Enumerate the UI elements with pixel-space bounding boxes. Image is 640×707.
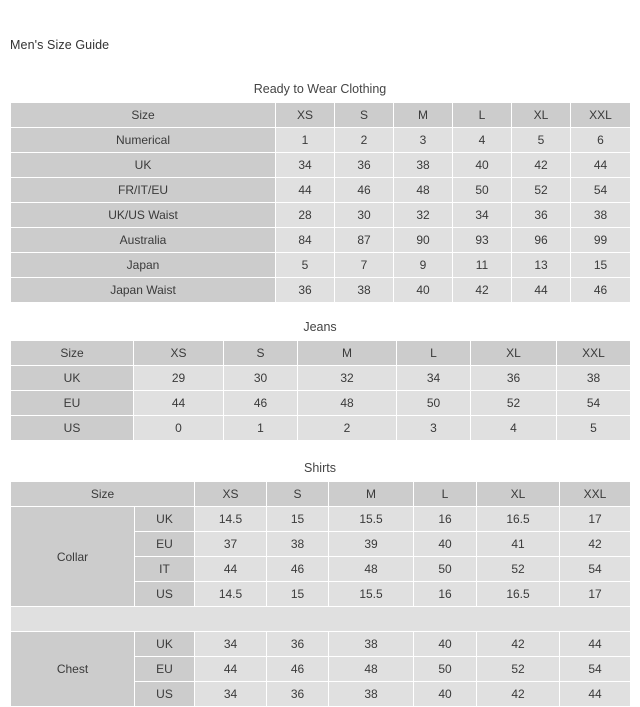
column-header: M [298,341,397,366]
table-cell: 40 [394,278,453,303]
table-cell: 38 [571,203,631,228]
table-cell: 5 [512,128,571,153]
table-row [11,203,631,228]
column-header: L [453,103,512,128]
table-cell: 36 [471,366,557,391]
table-cell: 48 [329,557,414,582]
table-cell: 38 [394,153,453,178]
column-header: XXL [557,341,631,366]
table-cell: 52 [477,557,560,582]
table-cell: 15.5 [329,582,414,607]
table-row [11,228,631,253]
table-cell: 16.5 [477,507,560,532]
column-header: XL [477,482,560,507]
section-title-shirts: Shirts [304,461,336,475]
column-header: XS [276,103,335,128]
table-cell: 14.5 [195,507,267,532]
column-header: M [394,103,453,128]
table-cell: 38 [557,366,631,391]
table-cell: 14.5 [195,582,267,607]
table-cell: 39 [329,532,414,557]
table-cell: 28 [276,203,335,228]
table-cell: 44 [512,278,571,303]
table-cell: 38 [335,278,394,303]
table-row [11,153,631,178]
table-cell: 48 [329,657,414,682]
table-cell: 99 [571,228,631,253]
table-cell: 52 [477,657,560,682]
table-cell: 3 [397,416,471,441]
table-header-row [11,482,631,507]
table-cell: 40 [453,153,512,178]
column-header: XL [471,341,557,366]
column-header: Size [11,103,276,128]
table-cell: 3 [394,128,453,153]
table-cell: 54 [560,557,631,582]
table-shirts [10,481,631,707]
row-label: Japan Waist [11,278,276,303]
table-cell: 6 [571,128,631,153]
table-cell: 96 [512,228,571,253]
table-cell: 2 [298,416,397,441]
table-cell: 2 [335,128,394,153]
column-header: XL [512,103,571,128]
row-label: UK [135,507,195,532]
table-cell: 36 [267,682,329,707]
table-cell: 1 [276,128,335,153]
table-cell: 52 [471,391,557,416]
page-title: Men's Size Guide [10,38,110,52]
table-spacer-row [11,607,631,632]
column-header: Size [11,482,195,507]
table-cell: 46 [267,657,329,682]
table-cell: 40 [414,682,477,707]
table-cell: 32 [298,366,397,391]
table-cell: 44 [276,178,335,203]
row-label: Australia [11,228,276,253]
column-header: XXL [560,482,631,507]
table-cell: 36 [276,278,335,303]
table-cell: 15 [267,582,329,607]
table-row [11,507,631,532]
table-row [11,366,631,391]
table-cell: 16.5 [477,582,560,607]
section-shirts [10,461,630,707]
column-header: S [335,103,394,128]
table-cell: 42 [560,532,631,557]
table-row [11,632,631,657]
spacer [11,607,631,632]
table-cell: 34 [195,682,267,707]
table-cell: 0 [134,416,224,441]
table-row [11,253,631,278]
row-label: FR/IT/EU [11,178,276,203]
table-cell: 50 [414,557,477,582]
table-cell: 34 [276,153,335,178]
table-cell: 93 [453,228,512,253]
row-label: IT [135,557,195,582]
table-cell: 11 [453,253,512,278]
table-cell: 4 [453,128,512,153]
table-cell: 54 [571,178,631,203]
table-cell: 42 [477,632,560,657]
table-cell: 48 [394,178,453,203]
table-cell: 50 [414,657,477,682]
group-label-collar: Collar [11,507,135,607]
table-cell: 16 [414,582,477,607]
table-cell: 32 [394,203,453,228]
table-cell: 46 [224,391,298,416]
table-cell: 44 [560,632,631,657]
table-cell: 34 [397,366,471,391]
table-cell: 54 [557,391,631,416]
row-label: EU [135,532,195,557]
section-jeans [10,320,630,441]
row-label: US [135,682,195,707]
row-label: Numerical [11,128,276,153]
table-cell: 17 [560,507,631,532]
table-ready-to-wear [10,102,631,303]
table-header-row [11,103,631,128]
table-cell: 44 [195,557,267,582]
column-header: M [329,482,414,507]
column-header: L [397,341,471,366]
table-cell: 42 [477,682,560,707]
table-cell: 38 [267,532,329,557]
table-cell: 1 [224,416,298,441]
table-cell: 36 [512,203,571,228]
table-cell: 46 [267,557,329,582]
table-cell: 36 [267,632,329,657]
table-cell: 44 [195,657,267,682]
table-cell: 44 [571,153,631,178]
table-cell: 40 [414,532,477,557]
group-label-chest: Chest [11,632,135,707]
row-label: UK [11,153,276,178]
table-cell: 84 [276,228,335,253]
column-header: XS [195,482,267,507]
table-cell: 50 [453,178,512,203]
table-cell: 42 [453,278,512,303]
column-header: S [267,482,329,507]
column-header: XXL [571,103,631,128]
section-title-jeans: Jeans [303,320,337,334]
table-row [11,128,631,153]
table-cell: 38 [329,632,414,657]
row-label: UK [135,632,195,657]
row-label: UK/US Waist [11,203,276,228]
table-cell: 38 [329,682,414,707]
table-cell: 15 [267,507,329,532]
table-cell: 90 [394,228,453,253]
table-row [11,416,631,441]
table-header-row [11,341,631,366]
table-jeans [10,340,631,441]
table-cell: 5 [557,416,631,441]
table-cell: 44 [134,391,224,416]
row-label: UK [11,366,134,391]
column-header: L [414,482,477,507]
row-label: US [135,582,195,607]
table-cell: 36 [335,153,394,178]
table-cell: 87 [335,228,394,253]
table-cell: 41 [477,532,560,557]
table-row [11,178,631,203]
table-row [11,278,631,303]
table-cell: 29 [134,366,224,391]
table-cell: 37 [195,532,267,557]
column-header: Size [11,341,134,366]
table-cell: 16 [414,507,477,532]
column-header: XS [134,341,224,366]
table-cell: 15 [571,253,631,278]
row-label: EU [11,391,134,416]
table-cell: 17 [560,582,631,607]
table-cell: 50 [397,391,471,416]
table-cell: 5 [276,253,335,278]
table-cell: 9 [394,253,453,278]
table-cell: 42 [512,153,571,178]
table-cell: 13 [512,253,571,278]
table-cell: 48 [298,391,397,416]
table-cell: 34 [195,632,267,657]
table-cell: 44 [560,682,631,707]
section-title-ready-to-wear: Ready to Wear Clothing [253,82,387,96]
table-cell: 15.5 [329,507,414,532]
row-label: EU [135,657,195,682]
table-cell: 54 [560,657,631,682]
section-ready-to-wear [10,82,630,303]
table-row [11,391,631,416]
table-cell: 46 [571,278,631,303]
table-cell: 4 [471,416,557,441]
table-cell: 40 [414,632,477,657]
row-label: Japan [11,253,276,278]
row-label: US [11,416,134,441]
column-header: S [224,341,298,366]
table-cell: 34 [453,203,512,228]
table-cell: 30 [335,203,394,228]
table-cell: 46 [335,178,394,203]
table-cell: 7 [335,253,394,278]
table-cell: 30 [224,366,298,391]
table-cell: 52 [512,178,571,203]
